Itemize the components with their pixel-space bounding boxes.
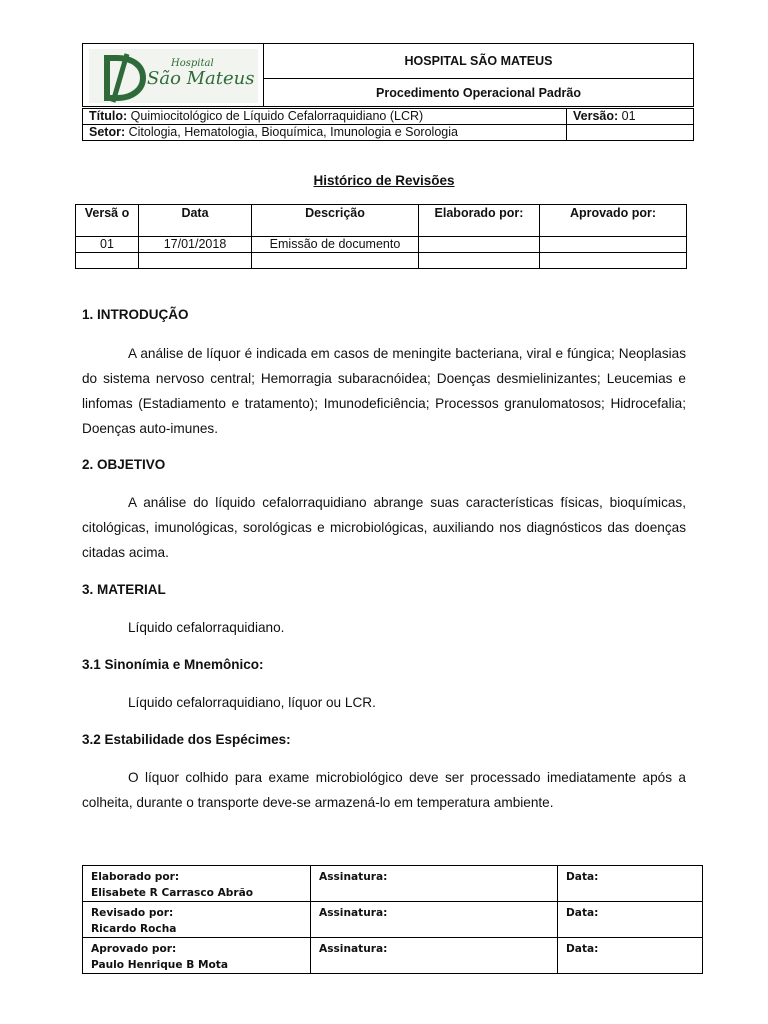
signature-table bbox=[82, 865, 703, 974]
revision-history-title: Histórico de Revisões bbox=[313, 173, 455, 188]
rev-header-version: Versã o bbox=[76, 205, 139, 237]
signer-name: Paulo Henrique B Mota bbox=[91, 959, 229, 971]
material-text: Líquido cefalorraquidiano. bbox=[128, 620, 285, 635]
signature-label: Assinatura: bbox=[311, 938, 558, 974]
versao-label: Versão: bbox=[573, 109, 619, 123]
signer-role: Revisado por: bbox=[91, 907, 174, 919]
rev-cell: 01 bbox=[76, 237, 139, 253]
hospital-logo bbox=[83, 44, 264, 107]
rev-cell bbox=[540, 253, 687, 269]
rev-header-elaborated: Elaborado por: bbox=[419, 205, 540, 237]
synonym-text: Líquido cefalorraquidiano, líquor ou LCR. bbox=[128, 695, 376, 710]
doc-type: Procedimento Operacional Padrão bbox=[264, 79, 694, 107]
rev-cell bbox=[76, 253, 139, 269]
versao-cell bbox=[567, 109, 694, 125]
logo-emblem-icon bbox=[93, 52, 147, 104]
signer-name: Ricardo Rocha bbox=[91, 923, 177, 935]
titulo-label: Título: bbox=[89, 109, 128, 123]
material-heading: 3. MATERIAL bbox=[82, 582, 166, 597]
signer-role: Aprovado por: bbox=[91, 943, 177, 955]
titulo-cell bbox=[83, 109, 567, 125]
synonym-heading: 3.1 Sinonímia e Mnemônico: bbox=[82, 657, 264, 672]
table-row bbox=[83, 902, 703, 938]
document-header bbox=[82, 43, 694, 107]
signer-cell bbox=[83, 866, 311, 902]
logo-hospital-text: Hospital bbox=[171, 58, 214, 69]
rev-cell bbox=[139, 253, 252, 269]
table-row bbox=[76, 253, 687, 269]
intro-text: A análise de líquor é indicada em casos de meningite bacteriana, viral e fúngica; Neoplasias do sistema nervoso central; Hemorragia subaracnóidea; Doenças desmielinizantes; Leucemias e linfomas (Estadiamento e tratamento); Imunodeficiência; Processos granulomatosos; Hidrocefalia; Doenças auto-imunes. bbox=[82, 346, 686, 436]
setor-label: Setor: bbox=[89, 125, 126, 139]
signer-cell bbox=[83, 902, 311, 938]
objective-text: A análise do líquido cefalorraquidiano abrange suas características físicas, bioquímicas, citológicas, imunológicas, sorológicas e microbiológicas, auxiliando nos diagnósticos das doenças citadas acima. bbox=[82, 495, 686, 560]
intro-heading: 1. INTRODUÇÃO bbox=[82, 307, 189, 322]
signer-cell bbox=[83, 938, 311, 974]
signer-role: Elaborado por: bbox=[91, 871, 180, 883]
stability-text: O líquor colhido para exame microbiológico deve ser processado imediatamente após a colheita, durante o transporte deve-se armazená-lo em temperatura ambiente. bbox=[82, 770, 686, 810]
rev-cell bbox=[419, 253, 540, 269]
empty-cell bbox=[567, 125, 694, 141]
signer-name: Elisabete R Carrasco Abrão bbox=[91, 887, 254, 899]
setor-cell bbox=[83, 125, 567, 141]
rev-cell: 17/01/2018 bbox=[139, 237, 252, 253]
titulo-value: Quimiocitológico de Líquido Cefalorraquidiano (LCR) bbox=[130, 109, 424, 123]
signature-label: Assinatura: bbox=[311, 902, 558, 938]
stability-heading: 3.2 Estabilidade dos Espécimes: bbox=[82, 732, 291, 747]
table-row bbox=[83, 866, 703, 902]
rev-cell bbox=[419, 237, 540, 253]
signature-label: Assinatura: bbox=[311, 866, 558, 902]
rev-header-date: Data bbox=[139, 205, 252, 237]
date-label: Data: bbox=[558, 902, 703, 938]
rev-header-approved: Aprovado por: bbox=[540, 205, 687, 237]
table-row bbox=[83, 938, 703, 974]
objective-heading: 2. OBJETIVO bbox=[82, 457, 166, 472]
rev-header-description: Descrição bbox=[252, 205, 419, 237]
revision-table bbox=[75, 204, 687, 269]
rev-cell: Emissão de documento bbox=[252, 237, 419, 253]
versao-value: 01 bbox=[621, 109, 636, 123]
rev-cell bbox=[540, 237, 687, 253]
document-meta bbox=[82, 108, 694, 141]
hospital-name: HOSPITAL SÃO MATEUS bbox=[264, 44, 694, 79]
date-label: Data: bbox=[558, 938, 703, 974]
table-row bbox=[76, 237, 687, 253]
setor-value: Citologia, Hematologia, Bioquímica, Imunologia e Sorologia bbox=[128, 125, 458, 139]
date-label: Data: bbox=[558, 866, 703, 902]
logo-name-text: São Mateus bbox=[147, 68, 255, 89]
rev-cell bbox=[252, 253, 419, 269]
